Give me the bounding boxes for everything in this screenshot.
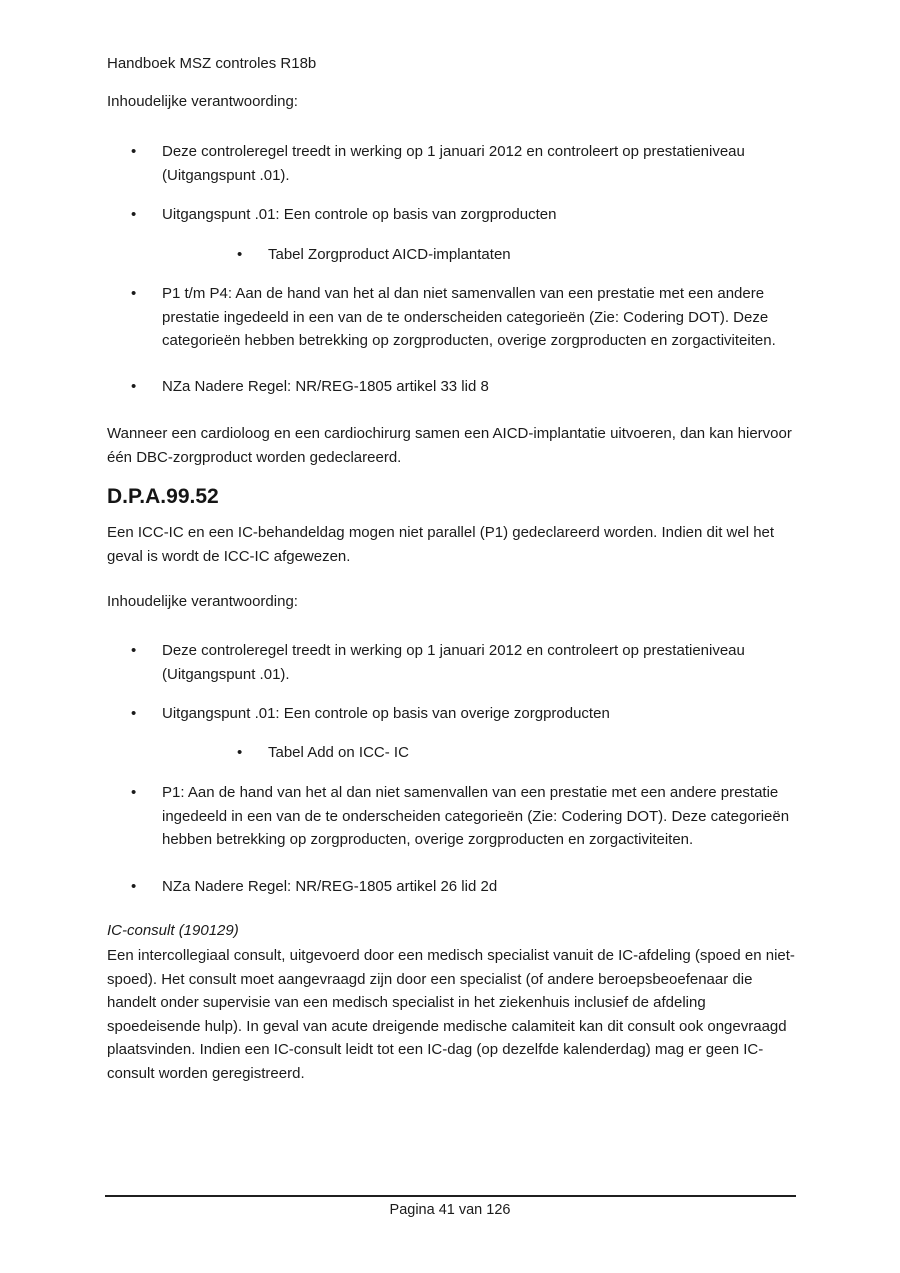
section2-intro-label: Inhoudelijke verantwoording: [107,593,298,610]
bullet-icon [131,702,136,726]
list-item-text: P1 t/m P4: Aan de hand van het al dan niet samenvallen van een prestatie met een andere prestatie ingedeeld in een van de te onderscheiden categorieën (Zie: Codering DOT). Deze categorieën hebben betrekking op zorgproducten, overige zorgproducten en zorgactiviteiten. [162,285,776,349]
list-item [107,781,799,852]
list-item-text: Deze controleregel treedt in werking op 1 januari 2012 en controleert op prestatieniveau (Uitgangspunt .01). [162,642,745,683]
footer-divider [105,1195,796,1197]
section2-description: Een ICC-IC en een IC-behandeldag mogen niet parallel (P1) gedeclareerd worden. Indien dit wel het geval is wordt de ICC-IC afgewezen. [107,524,775,565]
list-item [107,702,799,726]
list-item-text: Uitgangspunt .01: Een controle op basis van zorgproducten [162,206,557,223]
section2-heading: D.P.A.99.52 [107,485,219,508]
definition-paragraph: Een intercollegiaal consult, uitgevoerd door een medisch specialist vanuit de IC-afdeling (spoed en niet-spoed). Het consult moet aangevraagd zijn door een specialist (of andere beroepsbeoefenaar die handelt onder supervisie van een medisch specialist in het ziekenhuis inclusief de afdeling spoedeisende hulp). In geval van acute dreigende medische calamiteit kan dit consult ook ongevraagd plaatsvinden. Indien een IC-consult leidt tot een IC-dag (op dezelfde kalenderdag) mag er geen IC-consult worden geregistreerd. [107,947,795,1082]
bullet-icon [131,781,136,805]
list-item [107,639,799,686]
list-item [107,140,799,187]
list-item-nested [107,243,799,267]
bullet-icon [237,243,242,267]
list-item-nested [107,741,799,765]
list-item-text: Tabel Add on ICC- IC [268,744,409,761]
list-item [107,282,799,353]
section1-intro-label: Inhoudelijke verantwoording: [107,93,298,110]
bullet-icon [131,375,136,399]
list-item [107,203,799,227]
list-item-text: NZa Nadere Regel: NR/REG-1805 artikel 26 lid 2d [162,878,498,895]
list-item-text: Uitgangspunt .01: Een controle op basis van overige zorgproducten [162,705,610,722]
list-item-text: Tabel Zorgproduct AICD-implantaten [268,246,511,263]
list-item [107,875,799,899]
document-header-title: Handboek MSZ controles R18b [107,55,317,72]
bullet-icon [131,282,136,306]
list-item-text: NZa Nadere Regel: NR/REG-1805 artikel 33 lid 8 [162,378,489,395]
footer-page-number: Pagina 41 van 126 [389,1202,511,1218]
bullet-icon [131,875,136,899]
bullet-icon [131,203,136,227]
list-item [107,375,799,399]
bullet-icon [237,741,242,765]
bullet-icon [131,639,136,663]
list-item-text: P1: Aan de hand van het al dan niet samenvallen van een prestatie met een andere prestatie ingedeeld in een van de te onderscheiden categorieën (Zie: Codering DOT). Deze categorieën hebben betrekking op zorgproducten, overige zorgproducten en zorgactiviteiten. [162,784,790,848]
bullet-icon [131,140,136,164]
list-item-text: Deze controleregel treedt in werking op 1 januari 2012 en controleert op prestatieniveau (Uitgangspunt .01). [162,143,745,184]
definition-heading: IC-consult (190129) [107,922,239,939]
section1-closing-paragraph: Wanneer een cardioloog en een cardiochirurg samen een AICD-implantatie uitvoeren, dan kan hiervoor één DBC-zorgproduct worden gedeclareerd. [107,425,792,466]
